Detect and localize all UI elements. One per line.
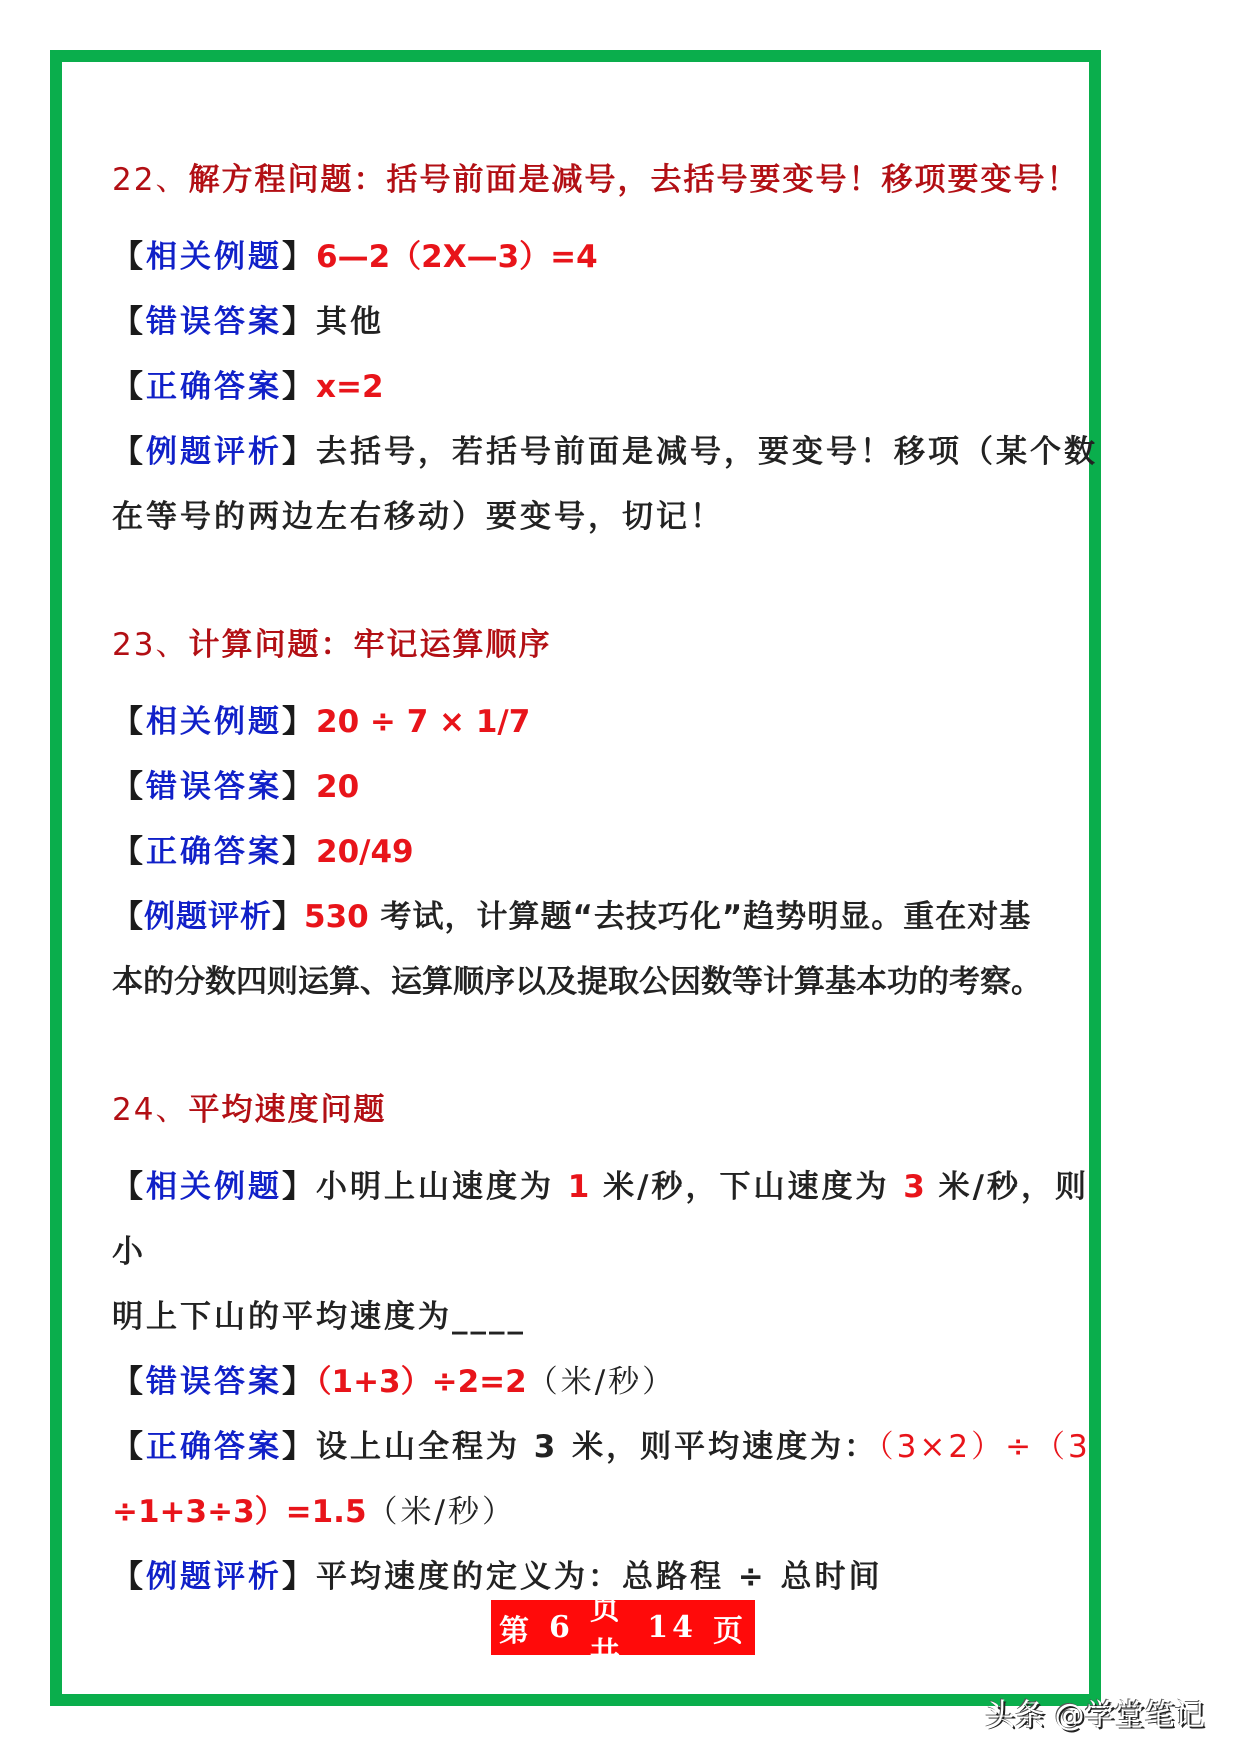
row-label: 错误答案	[146, 769, 282, 805]
watermark: 头条 @学堂笔记	[985, 1698, 1205, 1733]
row-label: 相关例题	[146, 1169, 282, 1205]
analysis-row: 【例题评析】530 考试，计算题“去技巧化”趋势明显。重在对基	[112, 899, 1032, 935]
analysis-row: 【例题评析】去括号，若括号前面是减号，要变号！移项（某个数	[112, 434, 1098, 470]
section-title: 23、计算问题：牢记运算顺序	[112, 627, 552, 663]
analysis-continuation: 在等号的两边左右移动）要变号，切记！	[112, 499, 724, 535]
row-label: 正确答案	[146, 1429, 282, 1465]
row-label: 正确答案	[146, 834, 282, 870]
wrong-answer-row: 【错误答案】20	[112, 769, 360, 805]
correct-answer-row: 【正确答案】x=2	[112, 369, 384, 405]
row-label: 例题评析	[146, 434, 282, 470]
row-value: 20 ÷ 7 × 1/7	[316, 704, 531, 740]
page-indicator: 第 6 页 共 14 页	[491, 1600, 755, 1655]
row-label: 正确答案	[146, 369, 282, 405]
analysis-row: 【例题评析】平均速度的定义为：总路程 ÷ 总时间	[112, 1559, 883, 1595]
section-23	[112, 625, 1122, 1015]
correct-answer-continuation: ÷1+3÷3）=1.5（米/秒）	[112, 1494, 516, 1530]
section-title: 22、解方程问题：括号前面是减号，去括号要变号！移项要变号！	[112, 162, 1080, 198]
row-label: 错误答案	[146, 1364, 282, 1400]
wrong-answer-row: 【错误答案】（1+3）÷2=2（米/秒）	[112, 1364, 677, 1400]
row-value: 6—2（2X—3）=4	[316, 239, 598, 275]
row-label: 相关例题	[146, 239, 282, 275]
row-label: 例题评析	[146, 1559, 282, 1595]
row-value: 20/49	[316, 834, 414, 870]
current-page: 6	[549, 1610, 574, 1645]
section-title: 24、平均速度问题	[112, 1092, 387, 1128]
document-content	[112, 160, 1122, 1610]
section-22	[112, 160, 1122, 550]
correct-answer-row: 【正确答案】设上山全程为 3 米，则平均速度为：（3×2）÷（3	[112, 1429, 1091, 1465]
section-24	[112, 1090, 1122, 1610]
correct-answer-row: 【正确答案】20/49	[112, 834, 414, 870]
example-continuation: 明上下山的平均速度为____	[112, 1299, 526, 1335]
example-row: 【相关例题】20 ÷ 7 × 1/7	[112, 704, 531, 740]
example-row: 【相关例题】小明上山速度为 1 米/秒，下山速度为 3 米/秒，则小	[112, 1169, 1089, 1270]
wrong-answer-row: 【错误答案】其他	[112, 304, 384, 340]
row-value: 20	[316, 769, 360, 805]
row-label: 例题评析	[144, 899, 272, 935]
analysis-continuation: 本的分数四则运算、运算顺序以及提取公因数等计算基本功的考察。	[112, 964, 1042, 1000]
total-pages: 14	[647, 1610, 697, 1645]
row-label: 相关例题	[146, 704, 282, 740]
example-row: 【相关例题】6—2（2X—3）=4	[112, 239, 598, 275]
row-value: （1+3）÷2=2	[316, 1364, 527, 1400]
row-value: x=2	[316, 369, 384, 405]
row-label: 错误答案	[146, 304, 282, 340]
row-value: 其他	[316, 304, 384, 340]
